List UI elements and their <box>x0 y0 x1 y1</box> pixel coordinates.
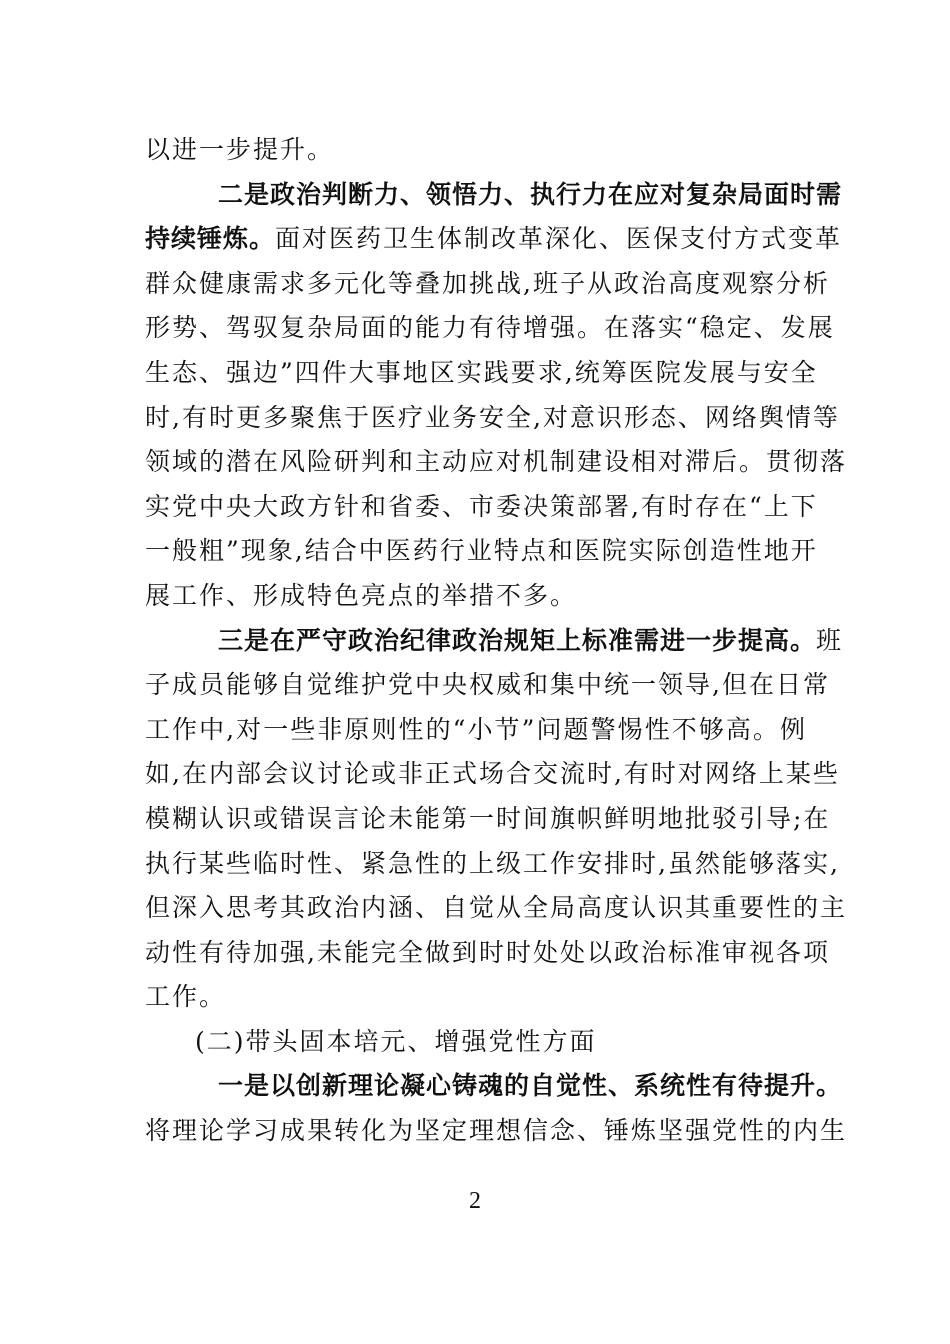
text: 实党中央大政方针和省委、市委决策部署,有时存在“上下 <box>145 491 818 521</box>
text: 工作。 <box>145 982 227 1012</box>
text: 子成员能够自觉维护党中央权威和集中统一领导,但在日常 <box>145 670 830 700</box>
section-heading <box>145 1020 807 1065</box>
text: 工作中,对一些非原则性的“小节”问题警惕性不够高。例 <box>145 714 807 744</box>
heading-line <box>145 1064 843 1109</box>
text: 执行某些临时性、紧急性的上级工作安排时,虽然能够落实, <box>145 848 840 878</box>
text: 时,有时更多聚焦于医疗业务安全,对意识形态、网络舆情等 <box>145 402 840 432</box>
text-line <box>145 708 807 753</box>
bold-heading: 三是在严守政治纪律政治规矩上标准需进一步提高。 <box>218 625 817 655</box>
text: 展工作、形成特色亮点的举措不多。 <box>145 580 578 610</box>
text-line <box>145 752 840 797</box>
text-line <box>145 842 840 887</box>
text: 面对医药卫生体制改革深化、医保支付方式变革 <box>275 224 843 254</box>
text: 模糊认识或错误言论未能第一时间旗帜鲜明地批驳引导;在 <box>145 803 831 833</box>
text-line <box>145 663 830 708</box>
page-number: 2 <box>469 1188 481 1214</box>
heading-line <box>145 173 843 218</box>
text-line <box>145 396 840 441</box>
text: 但深入思考其政治内涵、自觉从全局高度认识其重要性的主 <box>145 893 848 923</box>
bold-heading: 一是以创新理论凝心铸魂的自觉性、系统性有待提升。 <box>218 1071 843 1101</box>
text: 群众健康需求多元化等叠加挑战,班子从政治高度观察分析 <box>145 268 830 298</box>
bold-heading: 持续锤炼。 <box>145 224 276 254</box>
text: 一般粗”现象,结合中医药行业特点和医院实际创造性地开 <box>145 536 818 566</box>
text: 动性有待加强,未能完全做到时时处处以政治标准审视各项 <box>145 937 830 967</box>
text-line <box>145 1109 848 1154</box>
text: 生态、强边”四件大事地区实践要求,统筹医院发展与安全 <box>145 357 818 387</box>
text-line <box>145 485 818 530</box>
text: 将理论学习成果转化为坚定理想信念、锤炼坚强党性的内生 <box>145 1116 848 1146</box>
section-title: (二)带头固本培元、增强党性方面 <box>195 1026 597 1056</box>
text: 领域的潜在风险研判和主动应对机制建设相对滞后。贯彻落 <box>145 447 848 477</box>
text-line <box>145 440 848 485</box>
text-line <box>145 128 807 173</box>
text-line <box>145 262 830 307</box>
text: 班 <box>816 625 844 655</box>
text-line <box>145 574 807 619</box>
heading-line <box>145 619 844 664</box>
text-line <box>145 306 835 351</box>
text: 如,在内部会议讨论或非正式场合交流时,有时对网络上某些 <box>145 759 840 789</box>
bold-heading: 二是政治判断力、领悟力、执行力在应对复杂局面时需 <box>218 179 843 209</box>
document-body <box>145 128 848 1154</box>
text-line <box>145 975 807 1020</box>
text-line <box>145 529 818 574</box>
text-line <box>145 351 818 396</box>
text-line <box>145 217 843 262</box>
text-line <box>145 931 830 976</box>
text-line <box>145 886 848 931</box>
text-line <box>145 797 831 842</box>
text: 以进一步提升。 <box>145 135 335 164</box>
text: 形势、驾驭复杂局面的能力有待增强。在落实“稳定、发展 <box>145 313 835 343</box>
